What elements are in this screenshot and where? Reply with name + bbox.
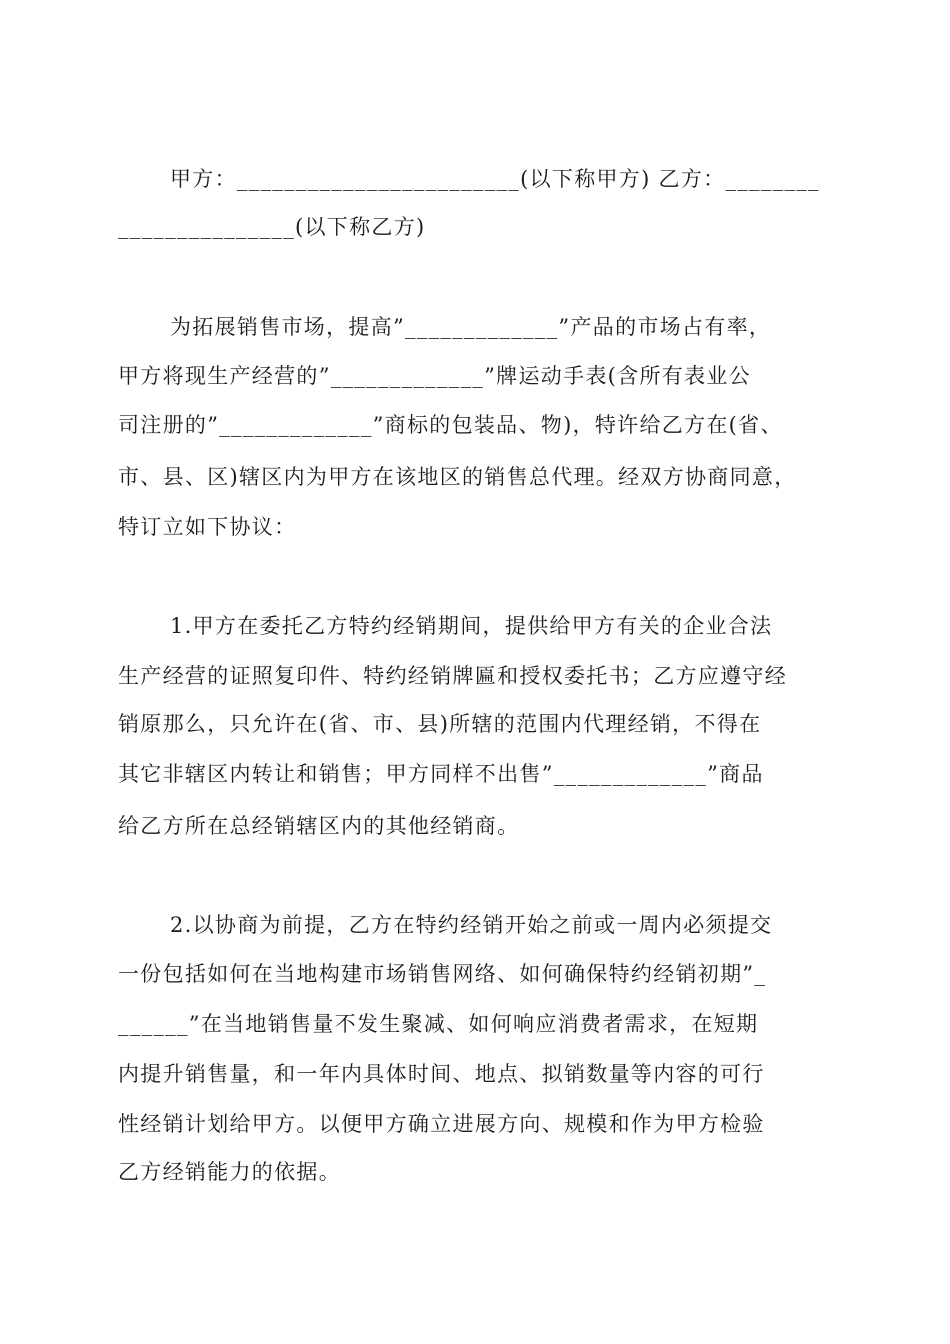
intro-line-5: 特订立如下协议： xyxy=(118,515,297,539)
clause1-line-4: 其它非辖区内转让和销售；甲方同样不出售”_____________”商品 xyxy=(118,762,764,786)
clause2-line-2: 一份包括如何在当地构建市场销售网络、如何确保特约经销初期”_ xyxy=(118,962,767,986)
clause2-line-1: 2.以协商为前提，乙方在特约经销开始之前或一周内必须提交 xyxy=(170,913,773,937)
parties-line-2: _______________(以下称乙方) xyxy=(118,215,426,239)
intro-line-3: 司注册的”_____________”商标的包装品、物)，特许给乙方在(省、 xyxy=(118,413,783,437)
intro-line-4: 市、县、区)辖区内为甲方在该地区的销售总代理。经双方协商同意， xyxy=(118,465,797,489)
clause2-line-5: 性经销计划给甲方。以便甲方确立进展方向、规模和作为甲方检验 xyxy=(118,1112,765,1136)
intro-line-2: 甲方将现生产经营的”_____________”牌运动手表(含所有表业公 xyxy=(118,364,751,388)
clause1-line-2: 生产经营的证照复印件、特约经销牌匾和授权委托书；乙方应遵守经 xyxy=(118,664,787,688)
clause1-line-1: 1.甲方在委托乙方特约经销期间，提供给甲方有关的企业合法 xyxy=(170,614,773,638)
clause1-line-3: 销原那么，只允许在(省、市、县)所辖的范围内代理经销，不得在 xyxy=(118,712,762,736)
parties-line-1: 甲方：________________________(以下称甲方) 乙方：________ xyxy=(170,167,820,191)
clause2-line-3: ______”在当地销售量不发生聚减、如何响应消费者需求，在短期 xyxy=(118,1012,759,1036)
clause2-line-6: 乙方经销能力的依据。 xyxy=(118,1160,341,1184)
intro-line-1: 为拓展销售市场，提高”_____________”产品的市场占有率， xyxy=(170,315,772,339)
clause2-line-4: 内提升销售量，和一年内具体时间、地点、拟销数量等内容的可行 xyxy=(118,1062,765,1086)
clause1-line-5: 给乙方所在总经销辖区内的其他经销商。 xyxy=(118,814,520,838)
